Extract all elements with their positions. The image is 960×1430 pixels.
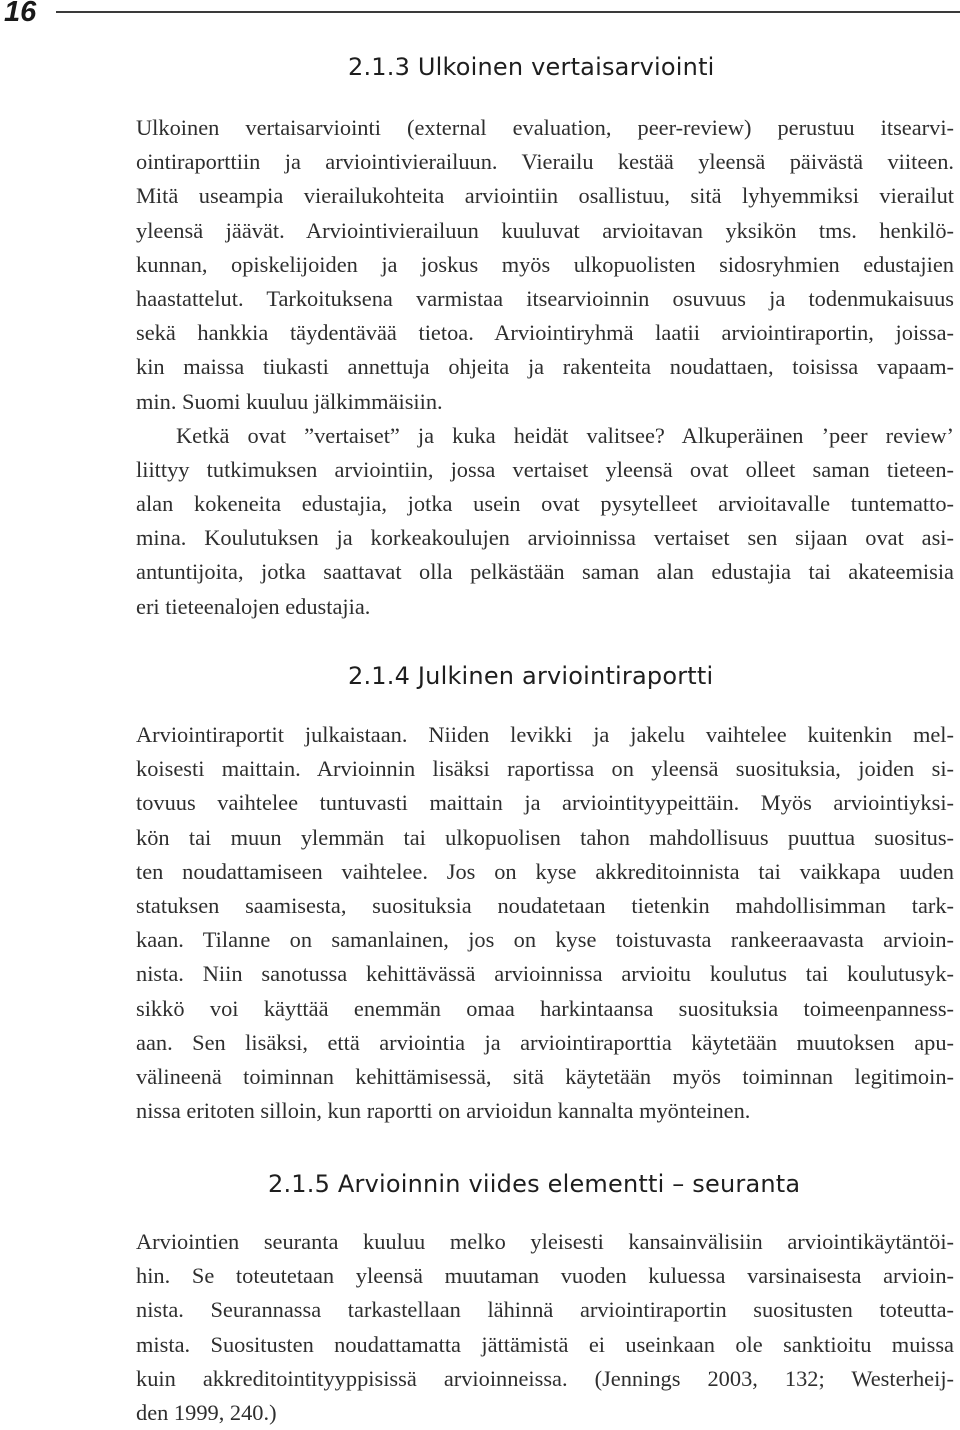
text-line: antuntijoita, jotka saattavat olla pelkästään saman alan edustajia tai akateemisia xyxy=(136,559,954,585)
text-line: yleensä jäävät. Arviointivierailuun kuuluvat arvioitavan yksikön tms. henkilö- xyxy=(136,217,954,243)
text-line: Arviointien seuranta kuuluu melko yleisesti kansainvälisiin arviointikäytäntöi- xyxy=(136,1229,954,1254)
text-line: alan kokeneita edustajia, jotka usein ovat pysytelleet arvioitavalle tuntematto- xyxy=(136,491,954,517)
text-line: statuksen saamisesta, suosituksia noudatetaan tietenkin mahdollisimman tark- xyxy=(136,892,954,918)
text-line: den 1999, 240.) xyxy=(136,1399,277,1425)
text-line: kaan. Tilanne on samanlainen, jos on kyse toistuvasta rankeeraavasta arvioin- xyxy=(136,927,954,953)
text-line: Ketkä ovat ”vertaiset” ja kuka heidät valitsee? Alkuperäinen ’peer review’ xyxy=(176,422,954,448)
text-line: ten noudattamiseen vaihtelee. Jos on kyse akkreditoinnista tai vaikkapa uuden xyxy=(136,858,954,884)
section-body-julkinen-arviointiraportti xyxy=(136,718,954,1128)
header-rule xyxy=(56,11,960,13)
text-line: välineenä toiminnan kehittämisessä, sitä käytetään myös toiminnan legitimoin- xyxy=(136,1063,954,1089)
text-line: Arviointiraportit julkaistaan. Niiden levikki ja jakelu vaihtelee kuitenkin mel- xyxy=(136,722,954,747)
text-line: kin maissa tiukasti annettuja ohjeita ja rakenteita noudattaen, toisissa vapaam- xyxy=(136,354,954,380)
text-line: eri tieteenalojen edustajia. xyxy=(136,593,371,619)
text-line: koisesti maittain. Arvioinnin lisäksi raportissa on yleensä suosituksia, joiden si- xyxy=(136,756,954,782)
section-heading-julkinen-arviointiraportti: 2.1.4 Julkinen arviointiraportti xyxy=(348,662,714,690)
text-line: kuin akkreditointityyppisissä arvioinneissa. (Jennings 2003, 132; Westerheij- xyxy=(136,1365,954,1391)
text-line: kunnan, opiskelijoiden ja joskus myös ulkopuolisten sidosryhmien edustajien xyxy=(136,251,954,277)
text-line: nissa eritoten silloin, kun raportti on arvioidun kannalta myönteinen. xyxy=(136,1098,751,1124)
text-line: haastattelut. Tarkoituksena varmistaa itsearvioinnin osuvuus ja todenmukaisuus xyxy=(136,285,954,311)
text-line: kön tai muun ylemmän tai ulkopuolisen tahon mahdollisuus puuttua suositus- xyxy=(136,824,954,850)
text-line: mina. Koulutuksen ja korkeakoulujen arvioinnissa vertaiset sen sijaan ovat asi- xyxy=(136,525,954,551)
text-line: nista. Niin sanotussa kehittävässä arvioinnissa arvioitu koulutus tai koulutusyk- xyxy=(136,961,954,987)
text-line: Ulkoinen vertaisarviointi (external evaluation, peer-review) perustuu itsearvi- xyxy=(136,115,954,140)
page-number: 16 xyxy=(4,0,37,28)
section-heading-seuranta: 2.1.5 Arvioinnin viides elementti – seuranta xyxy=(268,1170,801,1198)
text-line: aan. Sen lisäksi, että arviointia ja arviointiraporttia käytetään muutoksen apu- xyxy=(136,1029,954,1055)
text-line: Mitä useampia vierailukohteita arviointiin osallistuu, sitä lyhyemmiksi vierailut xyxy=(136,183,954,209)
text-line: hin. Se toteutetaan yleensä muutaman vuoden kuluessa varsinaisesta arvioin- xyxy=(136,1263,954,1289)
text-line: mista. Suositusten noudattamatta jättämistä ei useinkaan ole sanktioitu muissa xyxy=(136,1331,954,1357)
text-line: sekä hankkia täydentävää tietoa. Arviointiryhmä laatii arviointiraportin, joissa- xyxy=(136,320,954,346)
text-line: nista. Seurannassa tarkastellaan lähinnä arviointiraportin suositusten toteutta- xyxy=(136,1297,954,1323)
text-line: sikkö voi käyttää enemmän omaa harkintaansa suosituksia toimeenpanness- xyxy=(136,995,954,1021)
text-line: min. Suomi kuuluu jälkimmäisiin. xyxy=(136,388,443,414)
text-line: ointiraporttiin ja arviointivierailuun. Vierailu kestää yleensä päivästä viiteen. xyxy=(136,149,954,175)
section-heading-ulkoinen-vertaisarviointi: 2.1.3 Ulkoinen vertaisarviointi xyxy=(348,53,715,81)
section-body-ulkoinen-vertaisarviointi xyxy=(136,111,954,624)
section-body-seuranta xyxy=(136,1225,954,1430)
text-line: liittyy tutkimuksen arviointiin, jossa vertaiset yleensä ovat olleet saman tieteen- xyxy=(136,456,954,482)
text-line: tovuus vaihtelee tuntuvasti maittain ja arviointityypeittäin. Myös arviointiyksi- xyxy=(136,790,954,816)
